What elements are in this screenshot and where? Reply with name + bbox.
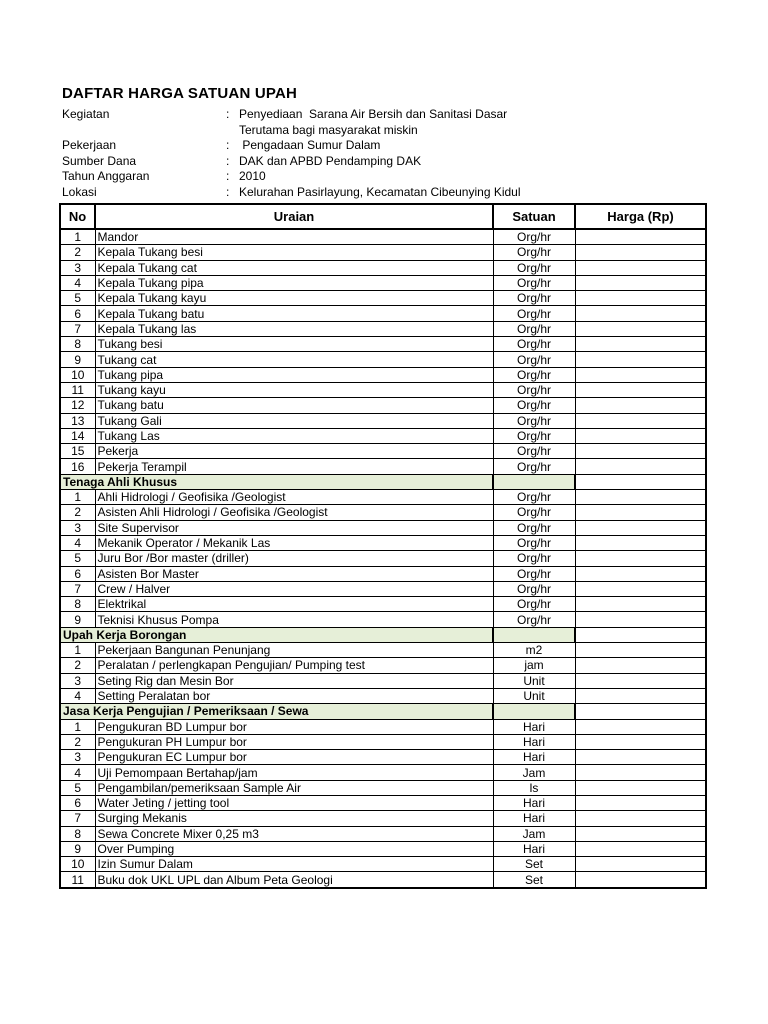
cell-harga [575,857,706,872]
section-row [60,627,706,642]
cell-no: 3 [60,673,95,688]
info-row [62,169,742,185]
cell-uraian: Tukang kayu [95,382,493,397]
cell-harga [575,795,706,810]
table-row [60,413,706,428]
cell-harga [575,872,706,888]
table-row [60,872,706,888]
cell-satuan: Org/hr [493,398,575,413]
cell-no: 14 [60,428,95,443]
table-row [60,780,706,795]
cell-no: 8 [60,597,95,612]
cell-satuan: Org/hr [493,382,575,397]
cell-satuan: Set [493,872,575,888]
info-row [62,154,742,170]
cell-harga [575,535,706,550]
table-row [60,490,706,505]
info-label: Kegiatan [62,107,110,121]
cell-harga [575,780,706,795]
table-row [60,275,706,290]
cell-satuan: Org/hr [493,245,575,260]
cell-harga [575,321,706,336]
table-row [60,643,706,658]
table-row [60,688,706,703]
table-row [60,826,706,841]
section-harga-cell [575,704,706,719]
cell-harga [575,337,706,352]
cell-uraian: Elektrikal [95,597,493,612]
cell-uraian: Pekerja Terampil [95,459,493,474]
cell-uraian: Ahli Hidrologi / Geofisika /Geologist [95,490,493,505]
section-satuan-cell [493,474,575,489]
info-value: DAK dan APBD Pendamping DAK [239,153,422,168]
cell-no: 4 [60,688,95,703]
info-row [62,107,742,123]
cell-uraian: Tukang pipa [95,367,493,382]
cell-satuan: Unit [493,688,575,703]
cell-uraian: Pengukuran EC Lumpur bor [95,750,493,765]
cell-satuan: Org/hr [493,275,575,290]
cell-satuan: Jam [493,765,575,780]
cell-harga [575,398,706,413]
cell-harga [575,673,706,688]
cell-no: 2 [60,505,95,520]
cell-no: 5 [60,551,95,566]
cell-harga [575,612,706,627]
table-row [60,566,706,581]
table-row [60,597,706,612]
section-title: Jasa Kerja Pengujian / Pemeriksaan / Sewa [60,704,493,719]
cell-no: 10 [60,857,95,872]
table-row [60,765,706,780]
cell-harga [575,291,706,306]
cell-no: 12 [60,398,95,413]
cell-uraian: Asisten Bor Master [95,566,493,581]
section-row [60,474,706,489]
cell-uraian: Kepala Tukang kayu [95,291,493,306]
table-row [60,750,706,765]
cell-uraian: Kepala Tukang pipa [95,275,493,290]
cell-uraian: Crew / Halver [95,581,493,596]
cell-satuan: Org/hr [493,413,575,428]
document-title: DAFTAR HARGA SATUAN UPAH [62,85,298,102]
cell-no: 6 [60,566,95,581]
cell-uraian: Kepala Tukang las [95,321,493,336]
table-row [60,795,706,810]
cell-no: 11 [60,382,95,397]
table-row [60,719,706,734]
cell-uraian: Tukang cat [95,352,493,367]
cell-harga [575,765,706,780]
cell-satuan: Org/hr [493,490,575,505]
table-row [60,398,706,413]
cell-uraian: Buku dok UKL UPL dan Album Peta Geologi [95,872,493,888]
cell-no: 6 [60,306,95,321]
cell-no: 11 [60,872,95,888]
cell-uraian: Tukang Las [95,428,493,443]
cell-no: 3 [60,260,95,275]
cell-satuan: Org/hr [493,597,575,612]
cell-satuan: m2 [493,643,575,658]
cell-no: 10 [60,367,95,382]
cell-harga [575,505,706,520]
info-label: Tahun Anggaran [62,169,150,183]
cell-uraian: Tukang besi [95,337,493,352]
section-row [60,704,706,719]
cell-no: 2 [60,658,95,673]
cell-uraian: Seting Rig dan Mesin Bor [95,673,493,688]
cell-harga [575,734,706,749]
cell-satuan: Org/hr [493,260,575,275]
section-title: Upah Kerja Borongan [60,627,493,642]
cell-harga [575,566,706,581]
cell-no: 5 [60,780,95,795]
cell-harga [575,490,706,505]
cell-no: 2 [60,245,95,260]
cell-no: 4 [60,535,95,550]
info-value-continuation: Terutama bagi masyarakat miskin [239,122,418,137]
cell-no: 3 [60,750,95,765]
table-row [60,382,706,397]
table-row [60,444,706,459]
cell-satuan: Org/hr [493,505,575,520]
cell-uraian: Tukang batu [95,398,493,413]
cell-no: 5 [60,291,95,306]
cell-satuan: Hari [493,719,575,734]
table-row [60,260,706,275]
cell-harga [575,719,706,734]
cell-uraian: Izin Sumur Dalam [95,857,493,872]
cell-uraian: Site Supervisor [95,520,493,535]
cell-harga [575,382,706,397]
cell-satuan: Org/hr [493,367,575,382]
cell-satuan: jam [493,658,575,673]
cell-uraian: Mandor [95,229,493,245]
cell-no: 8 [60,826,95,841]
table-header-row [60,204,706,229]
cell-uraian: Peralatan / perlengkapan Pengujian/ Pumping test [95,658,493,673]
cell-harga [575,643,706,658]
header-no: No [60,204,95,229]
cell-satuan: Org/hr [493,337,575,352]
cell-harga [575,581,706,596]
cell-harga [575,428,706,443]
cell-harga [575,841,706,856]
cell-satuan: Org/hr [493,581,575,596]
section-harga-cell [575,627,706,642]
info-value: Pengadaan Sumur Dalam [239,138,381,152]
cell-harga [575,459,706,474]
table-row [60,229,706,245]
cell-no: 13 [60,413,95,428]
table-row [60,337,706,352]
cell-satuan: ls [493,780,575,795]
cell-harga [575,811,706,826]
cell-harga [575,229,706,245]
table-row [60,245,706,260]
cell-satuan: Jam [493,826,575,841]
cell-uraian: Setting Peralatan bor [95,688,493,703]
cell-uraian: Asisten Ahli Hidrologi / Geofisika /Geologist [95,505,493,520]
cell-no: 4 [60,765,95,780]
price-table [59,203,707,889]
table-row [60,551,706,566]
cell-harga [575,658,706,673]
cell-harga [575,520,706,535]
cell-harga [575,750,706,765]
cell-no: 7 [60,811,95,826]
cell-uraian: Pengukuran PH Lumpur bor [95,734,493,749]
cell-no: 8 [60,337,95,352]
table-row [60,612,706,627]
cell-satuan: Org/hr [493,321,575,336]
info-label: Sumber Dana [62,153,137,168]
cell-uraian: Water Jeting / jetting tool [95,795,493,810]
cell-uraian: Over Pumping [95,841,493,856]
cell-satuan: Hari [493,811,575,826]
header-harga: Harga (Rp) [575,204,706,229]
info-colon: : [226,169,230,183]
cell-uraian: Tukang Gali [95,413,493,428]
cell-satuan: Org/hr [493,352,575,367]
cell-satuan: Org/hr [493,306,575,321]
cell-satuan: Org/hr [493,291,575,306]
cell-no: 6 [60,795,95,810]
cell-harga [575,367,706,382]
cell-harga [575,597,706,612]
section-harga-cell [575,474,706,489]
cell-satuan: Org/hr [493,444,575,459]
info-row [62,185,742,201]
table-row [60,291,706,306]
cell-uraian: Kepala Tukang cat [95,260,493,275]
table-row [60,505,706,520]
table-row [60,520,706,535]
cell-no: 9 [60,352,95,367]
cell-satuan: Org/hr [493,229,575,245]
info-colon: : [226,138,230,152]
cell-no: 16 [60,459,95,474]
cell-satuan: Set [493,857,575,872]
info-row-continuation [62,123,742,139]
cell-no: 7 [60,321,95,336]
cell-uraian: Kepala Tukang batu [95,306,493,321]
cell-no: 1 [60,490,95,505]
cell-satuan: Org/hr [493,459,575,474]
info-value: Kelurahan Pasirlayung, Kecamatan Cibeunying Kidul [239,184,521,199]
cell-no: 3 [60,520,95,535]
cell-harga [575,444,706,459]
cell-uraian: Pekerjaan Bangunan Penunjang [95,643,493,658]
cell-satuan: Unit [493,673,575,688]
table-body [60,229,706,888]
info-value: 2010 [239,169,266,183]
cell-harga [575,826,706,841]
cell-uraian: Juru Bor /Bor master (driller) [95,551,493,566]
cell-no: 9 [60,612,95,627]
table-row [60,352,706,367]
info-label: Lokasi [62,184,97,199]
cell-uraian: Sewa Concrete Mixer 0,25 m3 [95,826,493,841]
cell-no: 2 [60,734,95,749]
table-row [60,428,706,443]
cell-satuan: Hari [493,841,575,856]
header-satuan: Satuan [493,204,575,229]
cell-satuan: Org/hr [493,428,575,443]
cell-no: 9 [60,841,95,856]
cell-uraian: Mekanik Operator / Mekanik Las [95,535,493,550]
cell-satuan: Hari [493,750,575,765]
cell-harga [575,275,706,290]
cell-uraian: Pengukuran BD Lumpur bor [95,719,493,734]
cell-satuan: Org/hr [493,566,575,581]
info-block [62,107,742,200]
info-colon: : [226,153,230,168]
cell-harga [575,688,706,703]
cell-uraian: Pengambilan/pemeriksaan Sample Air [95,780,493,795]
table-row [60,857,706,872]
table-row [60,734,706,749]
cell-satuan: Hari [493,795,575,810]
table-row [60,658,706,673]
cell-uraian: Uji Pemompaan Bertahap/jam [95,765,493,780]
table-row [60,673,706,688]
cell-harga [575,352,706,367]
cell-harga [575,260,706,275]
table-row [60,535,706,550]
section-title: Tenaga Ahli Khusus [60,474,493,489]
cell-no: 1 [60,719,95,734]
table-row [60,811,706,826]
header-uraian: Uraian [95,204,493,229]
info-row [62,138,742,154]
cell-harga [575,245,706,260]
cell-no: 15 [60,444,95,459]
cell-satuan: Org/hr [493,535,575,550]
cell-satuan: Hari [493,734,575,749]
cell-harga [575,306,706,321]
cell-satuan: Org/hr [493,612,575,627]
info-value: Penyediaan Sarana Air Bersih dan Sanitasi Dasar [239,107,508,121]
cell-no: 1 [60,643,95,658]
table-row [60,306,706,321]
table-row [60,459,706,474]
cell-uraian: Pekerja [95,444,493,459]
info-label: Pekerjaan [62,138,117,152]
info-colon: : [226,184,230,199]
cell-satuan: Org/hr [493,520,575,535]
cell-satuan: Org/hr [493,551,575,566]
cell-harga [575,551,706,566]
cell-no: 4 [60,275,95,290]
section-satuan-cell [493,704,575,719]
table-row [60,367,706,382]
cell-uraian: Kepala Tukang besi [95,245,493,260]
cell-uraian: Teknisi Khusus Pompa [95,612,493,627]
cell-uraian: Surging Mekanis [95,811,493,826]
table-row [60,581,706,596]
cell-harga [575,413,706,428]
section-satuan-cell [493,627,575,642]
cell-no: 1 [60,229,95,245]
table-row [60,321,706,336]
table-row [60,841,706,856]
info-colon: : [226,107,230,121]
cell-no: 7 [60,581,95,596]
